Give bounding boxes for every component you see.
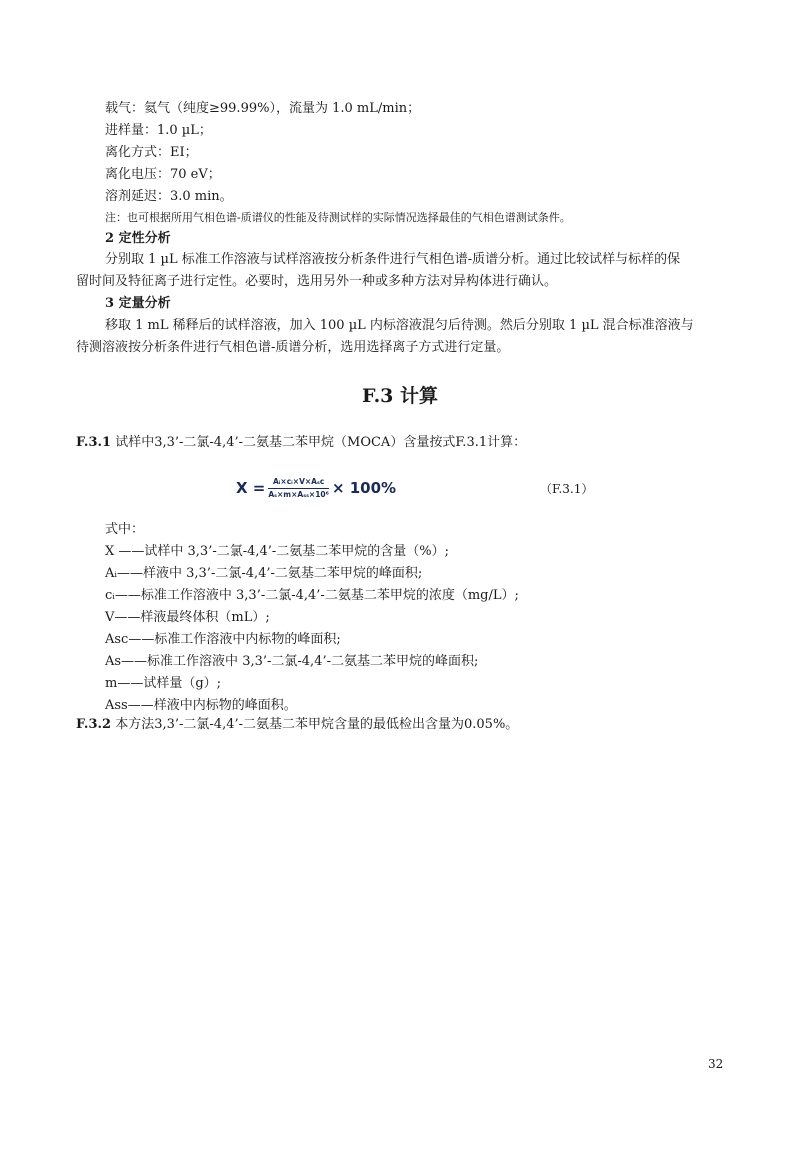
quantitative-heading: 3 定量分析 <box>105 296 171 311</box>
qualitative-text-line-1: 分别取 1 µL 标准工作溶液与试样溶液按分析条件进行气相色谱-质谱分析。通过比较试样与标样的保 <box>105 252 681 267</box>
carrier-gas-line: 载气：氦气（纯度≥99.99%），流量为 1.0 mL/min； <box>105 101 421 116</box>
section-title: F.3 计算 <box>361 385 439 407</box>
formula-fraction <box>268 477 329 500</box>
qualitative-text-line-2: 留时间及特征离子进行定性。必要时，选用另外一种或多种方法对异构体进行确认。 <box>76 274 558 289</box>
solvent-delay-line: 溶剂延迟：3.0 min。 <box>105 189 233 204</box>
qualitative-heading: 2 定性分析 <box>105 231 171 246</box>
formula-numerator: Aᵢ×cᵢ×V×Aₛc <box>272 476 325 486</box>
formula-lhs: X = <box>236 479 266 497</box>
definition-m: m——试样量（g）; <box>105 676 222 691</box>
where-label: 式中： <box>105 522 145 537</box>
quantitative-text-line-1: 移取 1 mL 稀释后的试样溶液，加入 100 µL 内标溶液混匀后待测。然后分别取 1 µL 混合标准溶液与 <box>105 318 694 333</box>
fraction-bar <box>268 488 329 489</box>
definition-v: V——样液最终体积（mL）; <box>105 610 270 625</box>
definition-ai: Aᵢ——样液中 3,3’-二氯-4,4’-二氨基二苯甲烷的峰面积; <box>105 566 423 581</box>
formula-number: （F.3.1） <box>540 482 594 496</box>
quantitative-text-line-2: 待测溶液按分析条件进行气相色谱-质谱分析，选用选择离子方式进行定量。 <box>76 340 510 355</box>
definition-as: As——标准工作溶液中 3,3’-二氯-4,4’-二氨基二苯甲烷的峰面积; <box>105 654 479 669</box>
clause-f31 <box>76 433 526 453</box>
clause-f31-text: 试样中3,3’-二氯-4,4’-二氨基二苯甲烷（MOCA）含量按式F.3.1计算： <box>115 435 527 450</box>
ionization-voltage-line: 离化电压：70 eV； <box>105 167 221 182</box>
page-number: 32 <box>708 1057 724 1071</box>
definition-asc: Asc——标准工作溶液中内标物的峰面积; <box>105 632 341 647</box>
definition-x: X ——试样中 3,3’-二氯-4,4’-二氨基二苯甲烷的含量（%）; <box>105 544 450 559</box>
clause-f32-text: 本方法3,3’-二氯-4,4’-二氨基二苯甲烷含量的最低检出含量为0.05%。 <box>115 717 519 732</box>
clause-f32-number: F.3.2 <box>76 717 112 732</box>
definition-ass: Ass——样液中内标物的峰面积。 <box>105 698 297 713</box>
formula-rhs: × 100% <box>331 479 397 497</box>
definition-ci: cᵢ——标准工作溶液中 3,3’-二氯-4,4’-二氨基二苯甲烷的浓度（mg/L）; <box>105 588 519 603</box>
formula-denominator: Aₛ×m×Aₛₛ×10⁶ <box>268 489 329 499</box>
clause-f31-number: F.3.1 <box>76 435 112 450</box>
formula-f31 <box>236 473 396 503</box>
note: 注：也可根据所用气相色谱-质谱仪的性能及待测试样的实际情况选择最佳的气相色谱测试条件。 <box>105 211 571 224</box>
clause-f32 <box>76 715 518 735</box>
ionization-mode-line: 离化方式：EI； <box>105 145 198 160</box>
injection-volume-line: 进样量：1.0 µL； <box>105 123 212 138</box>
